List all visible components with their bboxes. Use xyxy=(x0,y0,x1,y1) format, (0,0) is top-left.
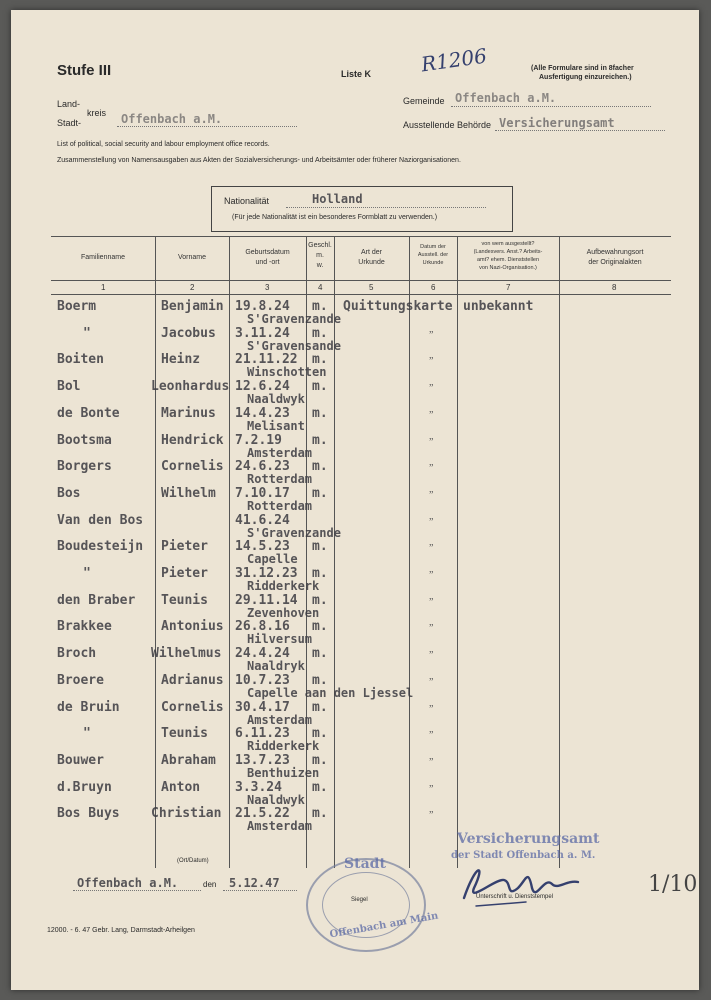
birth-place-cell: Naaldwyk xyxy=(247,392,305,407)
surname-cell: Borgers xyxy=(57,459,112,475)
ditto-mark: ” xyxy=(429,650,434,662)
first-name-cell: Teunis xyxy=(161,726,208,742)
birth-date-cell: 19.8.24 xyxy=(235,299,290,314)
ditto-mark: ” xyxy=(429,676,434,688)
birth-place-cell: Rotterdam xyxy=(247,498,313,513)
birth-date-cell: 7.2.19 xyxy=(235,432,282,448)
sex-cell: m. xyxy=(312,405,328,421)
ditto-mark: ” xyxy=(429,783,434,795)
instruction-line-2: Ausfertigung einzureichen.) xyxy=(539,74,632,81)
english-description: List of political, social security and labour employment office records. xyxy=(57,141,270,148)
header-bottom-rule xyxy=(51,280,671,281)
surname-cell: Bos Buys xyxy=(57,806,120,822)
col-header-vorname: Vorname xyxy=(177,254,207,261)
col-number: 7 xyxy=(506,283,511,292)
page-mark: 1/10 xyxy=(648,872,698,897)
print-line: 12000. - 6. 47 Gebr. Lang, Darmstadt-Arheilgen xyxy=(47,927,195,934)
surname-cell: Broch xyxy=(57,646,97,662)
footer-place: Offenbach a.M. xyxy=(77,876,179,890)
surname-cell: Bos xyxy=(57,485,81,501)
sex-cell: m. xyxy=(312,325,328,341)
first-name-cell: Abraham xyxy=(161,752,216,768)
kreis-label: kreis xyxy=(87,108,107,118)
first-name-cell: Benjamin xyxy=(161,299,224,314)
form-sheet xyxy=(11,10,699,990)
birth-date-cell: 26.8.16 xyxy=(235,619,290,635)
birth-place-cell: Naaldryk xyxy=(247,659,305,674)
behoerde-value: Versicherungsamt xyxy=(499,116,615,130)
birth-place-cell: Ridderkerk xyxy=(247,579,320,593)
col-number: 5 xyxy=(369,283,374,292)
sex-cell: m. xyxy=(312,539,328,555)
birth-date-cell: 21.5.22 xyxy=(235,806,290,822)
surname-cell: " xyxy=(83,325,91,341)
number-row-rule xyxy=(51,294,671,295)
ditto-mark: ” xyxy=(429,409,434,421)
col-number: 2 xyxy=(190,283,195,292)
surname-cell: Broere xyxy=(57,672,104,688)
ditto-mark: ” xyxy=(429,756,434,768)
footer-date: 5.12.47 xyxy=(229,876,280,890)
col-header-art-der-urkunde: Art der Urkunde xyxy=(358,249,385,266)
birth-place-cell: S'Gravensande xyxy=(247,338,341,353)
sex-cell: m. xyxy=(312,459,328,475)
birth-place-cell: Amsterdam xyxy=(247,712,313,727)
surname-cell: den Braber xyxy=(57,592,136,608)
surname-cell: Bootsma xyxy=(57,432,112,448)
stadt-label: Stadt- xyxy=(57,118,82,128)
col-number: 4 xyxy=(318,283,323,292)
ditto-mark: ” xyxy=(429,730,434,742)
first-name-cell: Leonhardus xyxy=(151,379,230,395)
birth-place-cell: Benthuizen xyxy=(247,765,320,780)
signature xyxy=(456,858,586,910)
sex-cell: m. xyxy=(312,646,328,662)
birth-place-cell: Ridderkerk xyxy=(247,739,320,754)
birth-date-cell: 3.11.24 xyxy=(235,325,290,341)
surname-cell: Van den Bos xyxy=(57,512,144,528)
issued-by-cell: unbekannt xyxy=(463,299,534,314)
table-top-rule xyxy=(51,236,671,237)
gemeinde-value: Offenbach a.M. xyxy=(455,91,557,105)
col-number: 6 xyxy=(431,283,436,292)
sex-cell: m. xyxy=(312,352,328,368)
ditto-mark: ” xyxy=(429,703,434,715)
first-name-cell: Cornelis xyxy=(161,699,224,715)
surname-cell: Boerm xyxy=(57,299,97,314)
first-name-cell: Anton xyxy=(161,779,201,795)
sex-cell: m. xyxy=(312,566,328,581)
first-name-cell: Wilhelm xyxy=(161,485,216,501)
stufe-label: Stufe III xyxy=(57,62,112,79)
seal-bottom-text: Offenbach am Main xyxy=(328,910,440,941)
surname-cell: Bouwer xyxy=(57,752,104,768)
birth-place-cell: Capelle xyxy=(247,552,298,567)
siegel-label: Siegel xyxy=(351,897,368,903)
birth-date-cell: 24.4.24 xyxy=(235,646,290,662)
document-type-cell: Quittungskarte xyxy=(343,299,453,314)
gemeinde-label: Gemeinde xyxy=(403,96,445,106)
sex-cell: m. xyxy=(312,779,328,795)
birth-date-cell: 31.12.23 xyxy=(235,566,298,581)
birth-place-cell: Zevenhoven xyxy=(247,605,320,620)
birth-date-cell: 6.11.23 xyxy=(235,726,290,742)
footer-den-label: den xyxy=(203,880,217,889)
ditto-mark: ” xyxy=(429,570,434,581)
stadt-value: Offenbach a.M. xyxy=(121,112,223,126)
seal-top-text: Stadt xyxy=(344,856,386,872)
unterschrift-label: Unterschrift u. Dienststempel xyxy=(476,894,554,900)
ditto-mark: ” xyxy=(429,543,434,555)
sex-cell: m. xyxy=(312,592,328,608)
instruction-line-1: (Alle Formulare sind in 8facher xyxy=(531,65,634,72)
col-number: 1 xyxy=(101,283,106,292)
birth-date-cell: 24.6.23 xyxy=(235,459,290,475)
col-header-datum-ausstellung: Datum der Ausstell. der Urkunde xyxy=(417,244,449,266)
ditto-mark: ” xyxy=(429,383,434,395)
sex-cell: m. xyxy=(312,299,328,314)
ditto-mark: ” xyxy=(429,810,434,822)
first-name-cell: Pieter xyxy=(161,539,208,555)
birth-place-cell: Naaldwyk xyxy=(247,792,305,807)
office-stamp-line-1: Versicherungsamt xyxy=(457,831,600,847)
birth-date-cell: 41.6.24 xyxy=(235,512,290,528)
land-label: Land- xyxy=(57,99,81,109)
city-seal-stamp xyxy=(306,858,426,952)
surname-cell: Bol xyxy=(57,379,81,395)
sex-cell: m. xyxy=(312,752,328,768)
ditto-mark: ” xyxy=(429,356,434,368)
col-header-geburtsdatum: Geburtsdatum und -ort xyxy=(245,249,290,266)
birth-place-cell: Hilversum xyxy=(247,632,313,647)
birth-date-cell: 14.4.23 xyxy=(235,405,290,421)
birth-date-cell: 7.10.17 xyxy=(235,485,290,501)
col-header-geschlecht: Geschl. m. w. xyxy=(308,242,332,269)
surname-cell: " xyxy=(83,566,91,581)
surname-cell: d.Bruyn xyxy=(57,779,112,795)
surname-cell: Boiten xyxy=(57,352,104,368)
first-name-cell: Jacobus xyxy=(161,325,216,341)
ditto-mark: ” xyxy=(429,623,434,635)
nationality-label: Nationalität xyxy=(224,196,270,206)
first-name-cell: Teunis xyxy=(161,592,208,608)
sex-cell: m. xyxy=(312,379,328,395)
first-name-cell: Antonius xyxy=(161,619,224,635)
ditto-mark: ” xyxy=(429,489,434,501)
birth-date-cell: 14.5.23 xyxy=(235,539,290,555)
sex-cell: m. xyxy=(312,485,328,501)
first-name-cell: Christian xyxy=(151,806,222,822)
ditto-mark: ” xyxy=(429,436,434,448)
first-name-cell: Wilhelmus xyxy=(151,646,222,662)
nationality-note: (Für jede Nationalität ist ein besonderes Formblatt zu verwenden.) xyxy=(232,214,438,221)
col-header-familienname: Familienname xyxy=(81,254,125,261)
sex-cell: m. xyxy=(312,432,328,448)
birth-date-cell: 13.7.23 xyxy=(235,752,290,768)
col-header-ausgestellt-von: von wem ausgestellt? (Landesvers. Anst.? Arbeits- amt? ehem. Dienststellen von Nazi-Organisation.) xyxy=(473,241,543,271)
birth-place-cell: Winschotten xyxy=(247,365,327,380)
birth-date-cell: 10.7.23 xyxy=(235,672,290,688)
surname-cell: Boudesteijn xyxy=(57,539,144,555)
sex-cell: m. xyxy=(312,726,328,742)
birth-date-cell: 12.6.24 xyxy=(235,379,290,395)
ditto-mark: ” xyxy=(429,596,434,608)
sex-cell: m. xyxy=(312,672,328,688)
liste-label: Liste K xyxy=(341,69,372,79)
handwritten-reference: R1206 xyxy=(419,43,489,77)
surname-cell: " xyxy=(83,726,91,742)
first-name-cell: Pieter xyxy=(161,566,208,581)
birth-place-cell: Capelle aan den Ljessel xyxy=(247,685,414,700)
sex-cell: m. xyxy=(312,806,328,822)
birth-date-cell: 21.11.22 xyxy=(235,352,298,368)
first-name-cell: Heinz xyxy=(161,352,201,368)
sex-cell: m. xyxy=(312,699,328,715)
col-header-aufbewahrungsort: Aufbewahrungsort der Originalakten xyxy=(586,249,644,266)
first-name-cell: Marinus xyxy=(161,405,216,421)
ditto-mark: ” xyxy=(429,516,434,528)
surname-cell: Brakkee xyxy=(57,619,112,635)
first-name-cell: Adrianus xyxy=(161,672,224,688)
birth-place-cell: Amsterdam xyxy=(247,819,313,834)
nationality-value: Holland xyxy=(312,192,363,206)
birth-date-cell: 3.3.24 xyxy=(235,779,282,795)
birth-date-cell: 29.11.14 xyxy=(235,592,298,608)
birth-place-cell: Rotterdam xyxy=(247,472,313,487)
surname-cell: de Bruin xyxy=(57,699,120,715)
col-number: 8 xyxy=(612,283,617,292)
behoerde-label: Ausstellende Behörde xyxy=(403,120,492,130)
surname-cell: de Bonte xyxy=(57,405,120,421)
ditto-mark: ” xyxy=(429,463,434,475)
col-number: 3 xyxy=(265,283,270,292)
sex-cell: m. xyxy=(312,619,328,635)
ditto-mark: ” xyxy=(429,329,434,341)
nationality-box xyxy=(211,186,513,232)
first-name-cell: Hendrick xyxy=(161,432,224,448)
german-description: Zusammenstellung von Namensausgaben aus Akten der Sozialversicherungs- und Arbeitsämter oder früherer Naziorganisationen. xyxy=(57,157,461,164)
office-stamp-line-2: der Stadt Offenbach a. M. xyxy=(451,850,596,861)
birth-place-cell: Melisant xyxy=(247,418,305,433)
birth-date-cell: 30.4.17 xyxy=(235,699,290,715)
birth-place-cell: S'Gravenzande xyxy=(247,312,341,326)
ort-datum-label: (Ort/Datum) xyxy=(177,858,209,864)
first-name-cell: Cornelis xyxy=(161,459,224,475)
birth-place-cell: S'Gravenzande xyxy=(247,525,341,540)
birth-place-cell: Amsterdam xyxy=(247,445,313,460)
